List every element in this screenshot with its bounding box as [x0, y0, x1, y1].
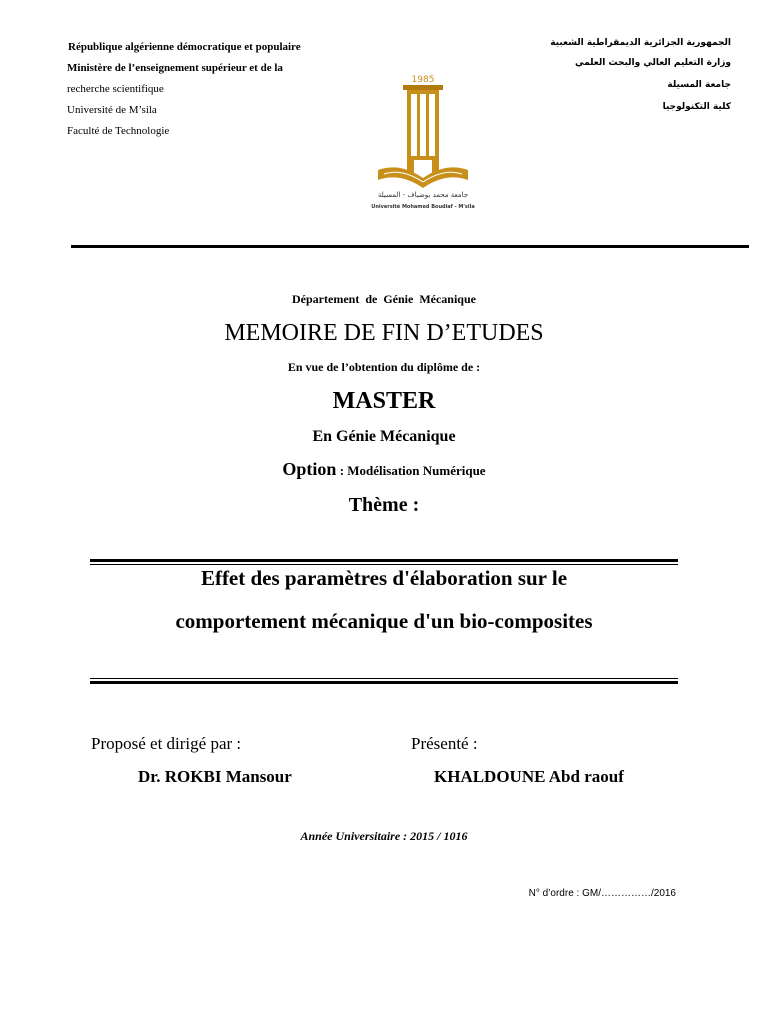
academic-year: Année Universitaire : 2015 / 1016: [300, 829, 468, 843]
document-type: MEMOIRE DE FIN D’ETUDES: [224, 320, 544, 346]
university-logo-emblem: [370, 70, 476, 215]
supervisor-name: Dr. ROKBI Mansour: [138, 767, 292, 786]
order-number: N° d’ordre : GM/……………/2016: [528, 888, 676, 899]
logo-arabic-name: جامعة محمد بوضياف - المسيلة: [377, 191, 469, 199]
title-rule-bottom-thick: [90, 681, 678, 684]
logo-year: 1985: [411, 75, 435, 85]
theme-label: Thème :: [348, 494, 420, 516]
presenter-name: KHALDOUNE Abd raouf: [434, 767, 624, 786]
title-rule-top-thin: [90, 564, 678, 565]
header-university: Université de M’sila: [67, 104, 157, 116]
title-rule-top-thick: [90, 559, 678, 562]
degree-title: MASTER: [332, 388, 436, 414]
obtention-line: En vue de l’obtention du diplôme de :: [287, 360, 481, 374]
presenter-label: Présenté :: [411, 734, 478, 753]
logo-latin-name: Université Mohamed Boudiaf - M'sila: [371, 204, 475, 210]
thesis-title-line2: comportement mécanique d'un bio-composites: [175, 609, 593, 633]
specialite-line: En Génie Mécanique: [312, 428, 456, 445]
title-rule-bottom-thin: [90, 678, 678, 679]
header-ar-university: جامعة المسيلة: [667, 80, 731, 90]
supervisor-label: Proposé et dirigé par :: [91, 734, 242, 753]
header-ministry-cont: recherche scientifique: [67, 83, 164, 95]
option-line: [0, 459, 768, 480]
university-logo: [370, 70, 476, 215]
header-rule: [71, 245, 749, 248]
option-label: Option: [282, 459, 337, 479]
header-ar-country: الجمهورية الجزائرية الديمقراطية الشعبية: [550, 38, 731, 48]
header-ar-faculty: كلية التكنولوجيا: [662, 102, 731, 112]
header-ministry: Ministère de l’enseignement supérieur et de la: [67, 62, 283, 74]
header-ar-ministry: وزارة التعليم العالي والبحث العلمي: [574, 58, 731, 68]
department-line: Département de Génie Mécanique: [292, 292, 476, 306]
header-country: République algérienne démocratique et populaire: [68, 41, 301, 53]
header-faculty: Faculté de Technologie: [67, 125, 170, 137]
option-value: : Modélisation Numérique: [336, 463, 486, 478]
thesis-title-line1: Effet des paramètres d'élaboration sur le: [200, 566, 568, 590]
